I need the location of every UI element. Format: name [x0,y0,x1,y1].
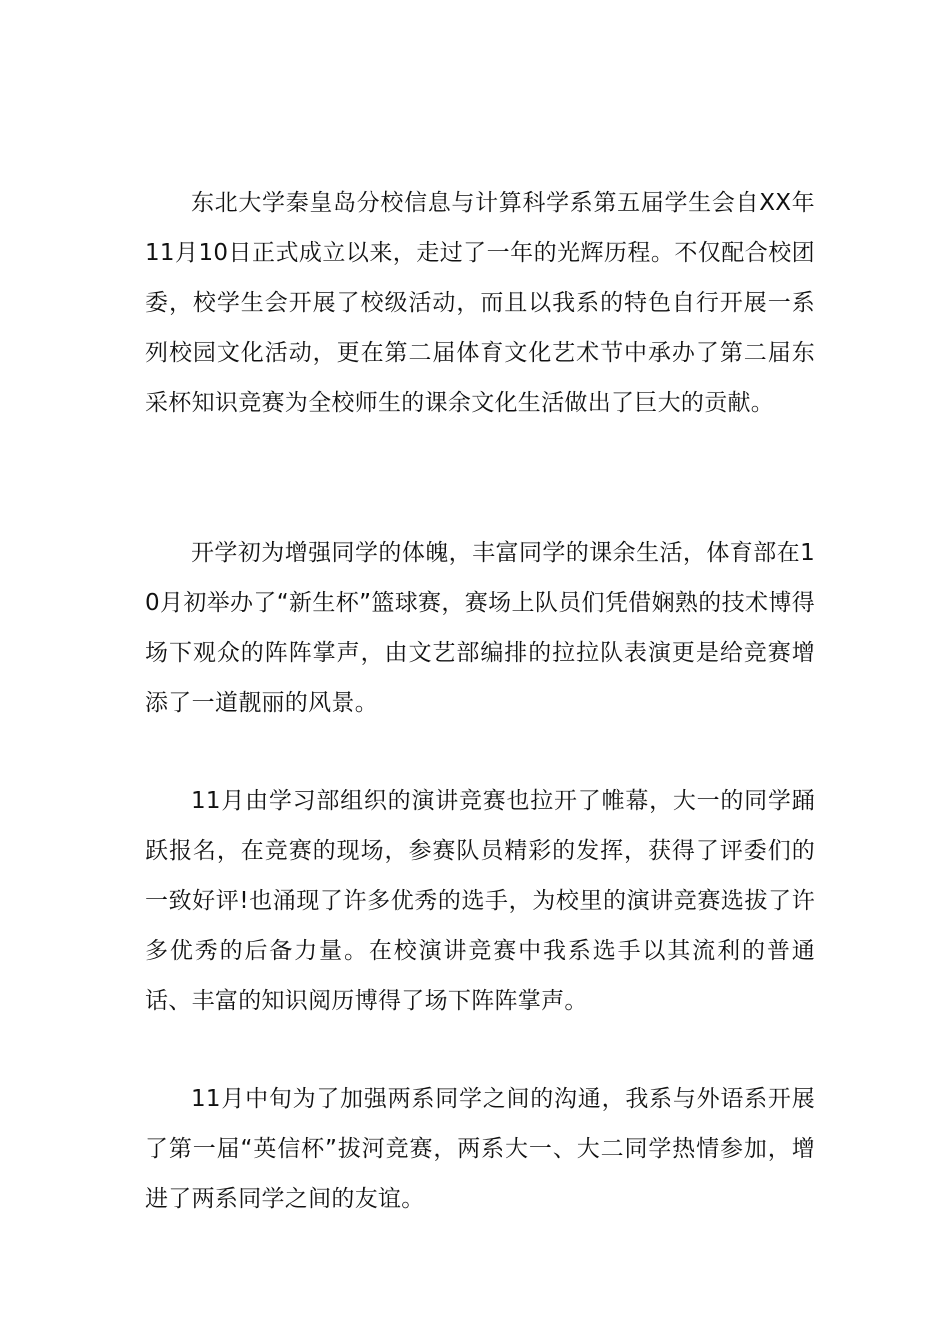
paragraph-founding-review: 东北大学秦皇岛分校信息与计算科学系第五届学生会自XX年11月10日正式成立以来，走过了一年的光辉历程。不仅配合校团委，校学生会开展了校级活动，而且以我系的特色自行开展一系列校园文化活动，更在第二届体育文化艺术节中承办了第二届东采杯知识竞赛为全校师生的课余文化生活做出了巨大的贡献。 [145,190,815,416]
paragraph-speech-contest: 11月由学习部组织的演讲竞赛也拉开了帷幕，大一的同学踊跃报名，在竞赛的现场，参赛队员精彩的发挥，获得了评委们的一致好评!也涌现了许多优秀的选手，为校里的演讲竞赛选拔了许多优秀的后备力量。在校演讲竞赛中我系选手以其流利的普通话、丰富的知识阅历博得了场下阵阵掌声。 [145,788,815,1014]
paragraph-basketball-game: 开学初为增强同学的体魄，丰富同学的课余生活，体育部在10月初举办了“新生杯”篮球赛，赛场上队员们凭借娴熟的技术博得场下观众的阵阵掌声，由文艺部编排的拉拉队表演更是给竞赛增添了一道靓丽的风景。 [145,540,815,716]
paragraph-tug-of-war: 11月中旬为了加强两系同学之间的沟通，我系与外语系开展了第一届“英信杯”拔河竞赛，两系大一、大二同学热情参加，增进了两系同学之间的友谊。 [145,1086,815,1212]
